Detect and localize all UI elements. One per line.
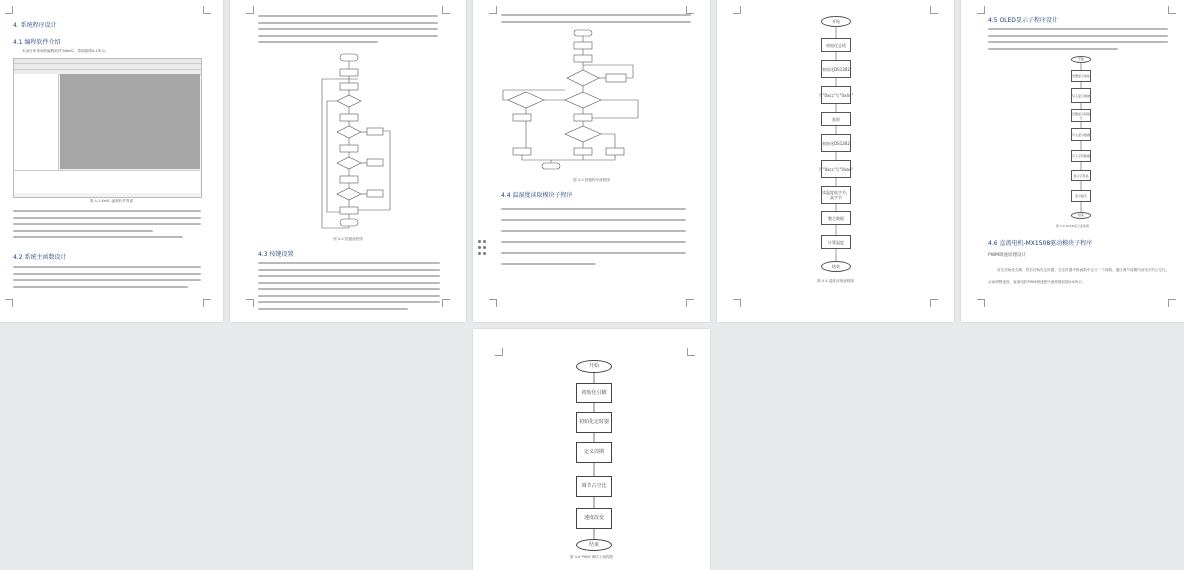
flow-step: 定义周期 (576, 442, 612, 463)
paragraph: 首先初始化引脚，然后初始化定时器，在定时器中断函数中定义一个周期，通过调节周期内高电平的占空比，从而调整速度，直流电机PWM调速程序流程图如图4-6所示。 (988, 268, 1170, 284)
section-heading: 4.3 按键设置 (258, 251, 294, 258)
section-heading: 4.6 直流电机-MX1508驱动模块子程序 (988, 240, 1093, 247)
paragraph-lines (13, 266, 201, 292)
flow-step: 读温度低字节，高字节 (821, 186, 851, 204)
flow-step: 初始化DS1302 (821, 134, 851, 152)
figure-caption: 图 4-6 PWM 调试子流程图 (569, 555, 614, 559)
flow-step: 写"0xcc"写"0xbe" (821, 160, 851, 178)
flow-step: 设置显示地址 (1071, 70, 1091, 82)
crop-mark (5, 299, 13, 307)
paragraph-lines (13, 210, 201, 243)
flow-step: 初始化总线 (821, 38, 851, 52)
flow-step: 初始化引脚 (576, 383, 612, 403)
document-page-5[interactable] (961, 0, 1184, 322)
paragraph-lines (258, 262, 440, 314)
flow-end-node: 结束 (821, 261, 851, 272)
flow-step: 显示数字 (1071, 190, 1091, 202)
section-heading: 4.5 OLED显示子程序设计 (988, 17, 1058, 24)
flow-start-node: 开始 (821, 16, 851, 27)
flow-step: 初始化定时器 (576, 412, 612, 433)
flow-start-node: 开始 (576, 360, 612, 373)
document-page-3[interactable] (473, 0, 710, 322)
drag-handle-icon[interactable] (478, 240, 487, 256)
flow-step: 延时 (821, 112, 851, 126)
subheading: PWM调速原理设计 (988, 253, 1027, 258)
figure-caption: 图 4-5 OLED显示流程图 (1055, 224, 1090, 228)
document-page-1[interactable] (0, 0, 223, 322)
flow-step: 调节占空比 (576, 476, 612, 497)
chapter-heading: 4. 系统程序设计 (13, 22, 57, 29)
flow-step: 写入字符数据 (1071, 150, 1091, 162)
section-heading: 4.1 编程软件介绍 (13, 39, 61, 46)
section-heading: 4.4 温湿度读取模块子程序 (501, 192, 573, 199)
flow-step: 计算温度 (821, 235, 851, 249)
flow-start-node: 开始 (1071, 56, 1091, 63)
paragraph: 本设计所采用的编程软件为KeilC，界面如图4-1所示。 (22, 49, 109, 53)
figure-caption: 图 4-2 按键流程图 (333, 237, 363, 241)
figure-caption: 图 4-4 温度读取流程图 (817, 279, 854, 283)
flow-step: 写入显示数据 (1071, 88, 1091, 103)
flow-step: 速度改变 (576, 508, 612, 529)
flow-step: 写"0xcc"写"0x44" (821, 86, 851, 104)
ide-editor-area (60, 74, 200, 169)
crop-mark (203, 299, 211, 307)
ide-output-panel (14, 170, 200, 193)
figure-caption: 图 4-1 KeilC 编程软件界面 (89, 199, 134, 203)
flow-step: 设置显示起始行 (1071, 109, 1091, 122)
crop-mark (5, 6, 13, 14)
flow-end-node: 结束 (576, 539, 612, 551)
ide-screenshot-figure (13, 58, 202, 198)
flow-step: 显示字符串 (1071, 170, 1091, 181)
key-program-flowchart (473, 0, 710, 322)
flow-step: 初始化DS1302 (821, 60, 851, 78)
figure-caption: 图 4-3 按键程序流程图 (573, 178, 610, 182)
document-page-6[interactable] (473, 329, 710, 570)
document-page-2[interactable] (230, 0, 466, 322)
document-page-4[interactable] (717, 0, 954, 322)
flow-end-node: 结束 (1071, 212, 1091, 219)
crop-mark (203, 6, 211, 14)
section-heading: 4.2 系统主函数设计 (13, 254, 67, 261)
flow-step: 整合数据 (821, 211, 851, 225)
paragraph-lines (501, 208, 686, 270)
flow-step: 写入显示数据 (1071, 128, 1091, 141)
